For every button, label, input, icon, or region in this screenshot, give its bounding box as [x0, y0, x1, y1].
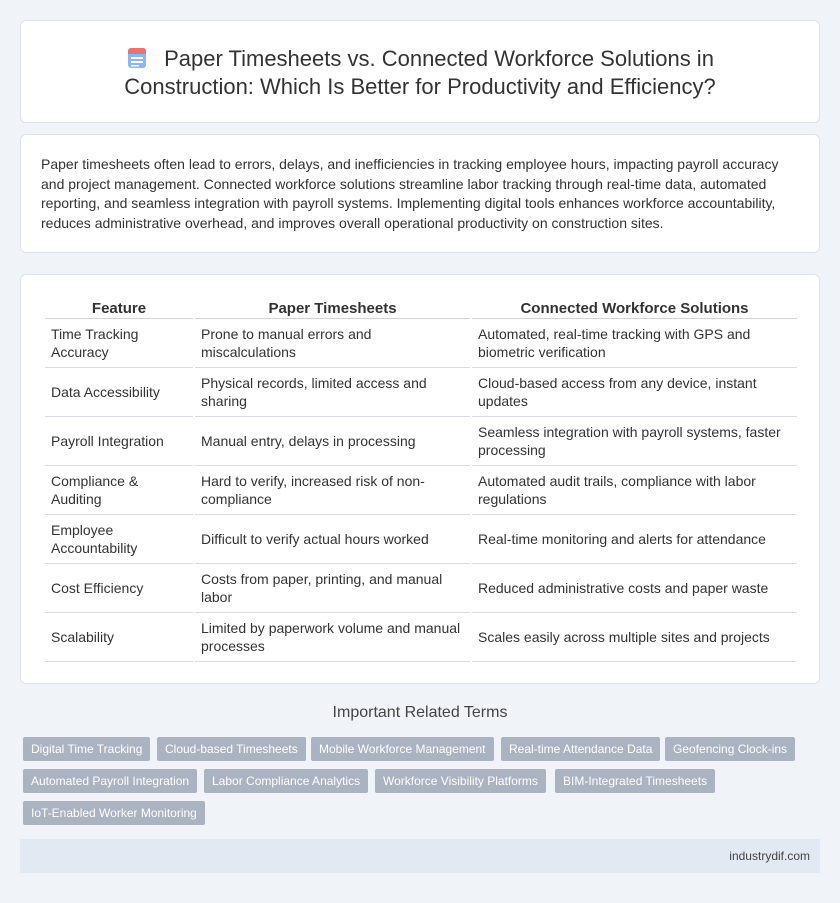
header-connected-workforce: Connected Workforce Solutions — [472, 297, 797, 319]
feature-cell: Scalability — [45, 613, 193, 662]
tag-cloud-based-timesheets[interactable]: Cloud-based Timesheets — [157, 737, 306, 761]
table-header-row — [45, 297, 797, 319]
tag-labor-compliance-analytics[interactable]: Labor Compliance Analytics — [204, 769, 368, 793]
paper-cell: Hard to verify, increased risk of non-compliance — [195, 466, 470, 515]
tag-mobile-workforce-management[interactable]: Mobile Workforce Management — [311, 737, 494, 761]
table-row — [45, 515, 797, 564]
paper-cell: Difficult to verify actual hours worked — [195, 515, 470, 564]
intro-paragraph: Paper timesheets often lead to errors, delays, and inefficiencies in tracking employee hours, impacting payroll accuracy and project management. Connected workforce solutions streamline labor tracking through real-time data, automated reporting, and seamless integration with payroll systems. Implementing digital tools enhances workforce accountability, reduces administrative overhead, and improves overall operational productivity on construction sites. — [41, 156, 779, 231]
title-line-1: Paper Timesheets vs. Connected Workforce Solutions in — [164, 46, 714, 71]
paper-cell: Prone to manual errors and miscalculations — [195, 319, 470, 368]
comparison-table — [43, 297, 799, 662]
title-line-2: Construction: Which Is Better for Productivity and Efficiency? — [124, 74, 716, 99]
connected-cell: Cloud-based access from any device, instant updates — [472, 368, 797, 417]
feature-cell: Cost Efficiency — [45, 564, 193, 613]
table-row — [45, 368, 797, 417]
comparison-card — [20, 274, 820, 684]
tag-geofencing-clock-ins[interactable]: Geofencing Clock-ins — [665, 737, 795, 761]
intro-card — [20, 134, 820, 253]
paper-cell: Limited by paperwork volume and manual processes — [195, 613, 470, 662]
tag-automated-payroll-integration[interactable]: Automated Payroll Integration — [23, 769, 197, 793]
footer-site-link[interactable]: industrydif.com — [729, 849, 810, 863]
table-row — [45, 613, 797, 662]
connected-cell: Real-time monitoring and alerts for attendance — [472, 515, 797, 564]
feature-cell: Payroll Integration — [45, 417, 193, 466]
title-card — [20, 20, 820, 123]
feature-cell: Employee Accountability — [45, 515, 193, 564]
table-row — [45, 564, 797, 613]
header-paper-timesheets: Paper Timesheets — [195, 297, 470, 319]
paper-cell: Costs from paper, printing, and manual labor — [195, 564, 470, 613]
feature-cell: Time Tracking Accuracy — [45, 319, 193, 368]
tag-digital-time-tracking[interactable]: Digital Time Tracking — [23, 737, 150, 761]
document-icon — [126, 47, 148, 69]
table-row — [45, 466, 797, 515]
connected-cell: Reduced administrative costs and paper waste — [472, 564, 797, 613]
connected-cell: Scales easily across multiple sites and projects — [472, 613, 797, 662]
header-feature: Feature — [45, 297, 193, 319]
feature-cell: Compliance & Auditing — [45, 466, 193, 515]
footer — [20, 839, 820, 873]
connected-cell: Automated audit trails, compliance with labor regulations — [472, 466, 797, 515]
table-row — [45, 417, 797, 466]
connected-cell: Automated, real-time tracking with GPS and biometric verification — [472, 319, 797, 368]
paper-cell: Physical records, limited access and sharing — [195, 368, 470, 417]
tag-workforce-visibility-platforms[interactable]: Workforce Visibility Platforms — [375, 769, 546, 793]
page-title — [21, 45, 819, 101]
tag-bim-integrated-timesheets[interactable]: BIM-Integrated Timesheets — [555, 769, 715, 793]
table-row — [45, 319, 797, 368]
related-terms-title: Important Related Terms — [332, 704, 508, 721]
paper-cell: Manual entry, delays in processing — [195, 417, 470, 466]
connected-cell: Seamless integration with payroll systems, faster processing — [472, 417, 797, 466]
tag-real-time-attendance-data[interactable]: Real-time Attendance Data — [501, 737, 660, 761]
feature-cell: Data Accessibility — [45, 368, 193, 417]
tag-iot-enabled-worker-monitoring[interactable]: IoT-Enabled Worker Monitoring — [23, 801, 205, 825]
